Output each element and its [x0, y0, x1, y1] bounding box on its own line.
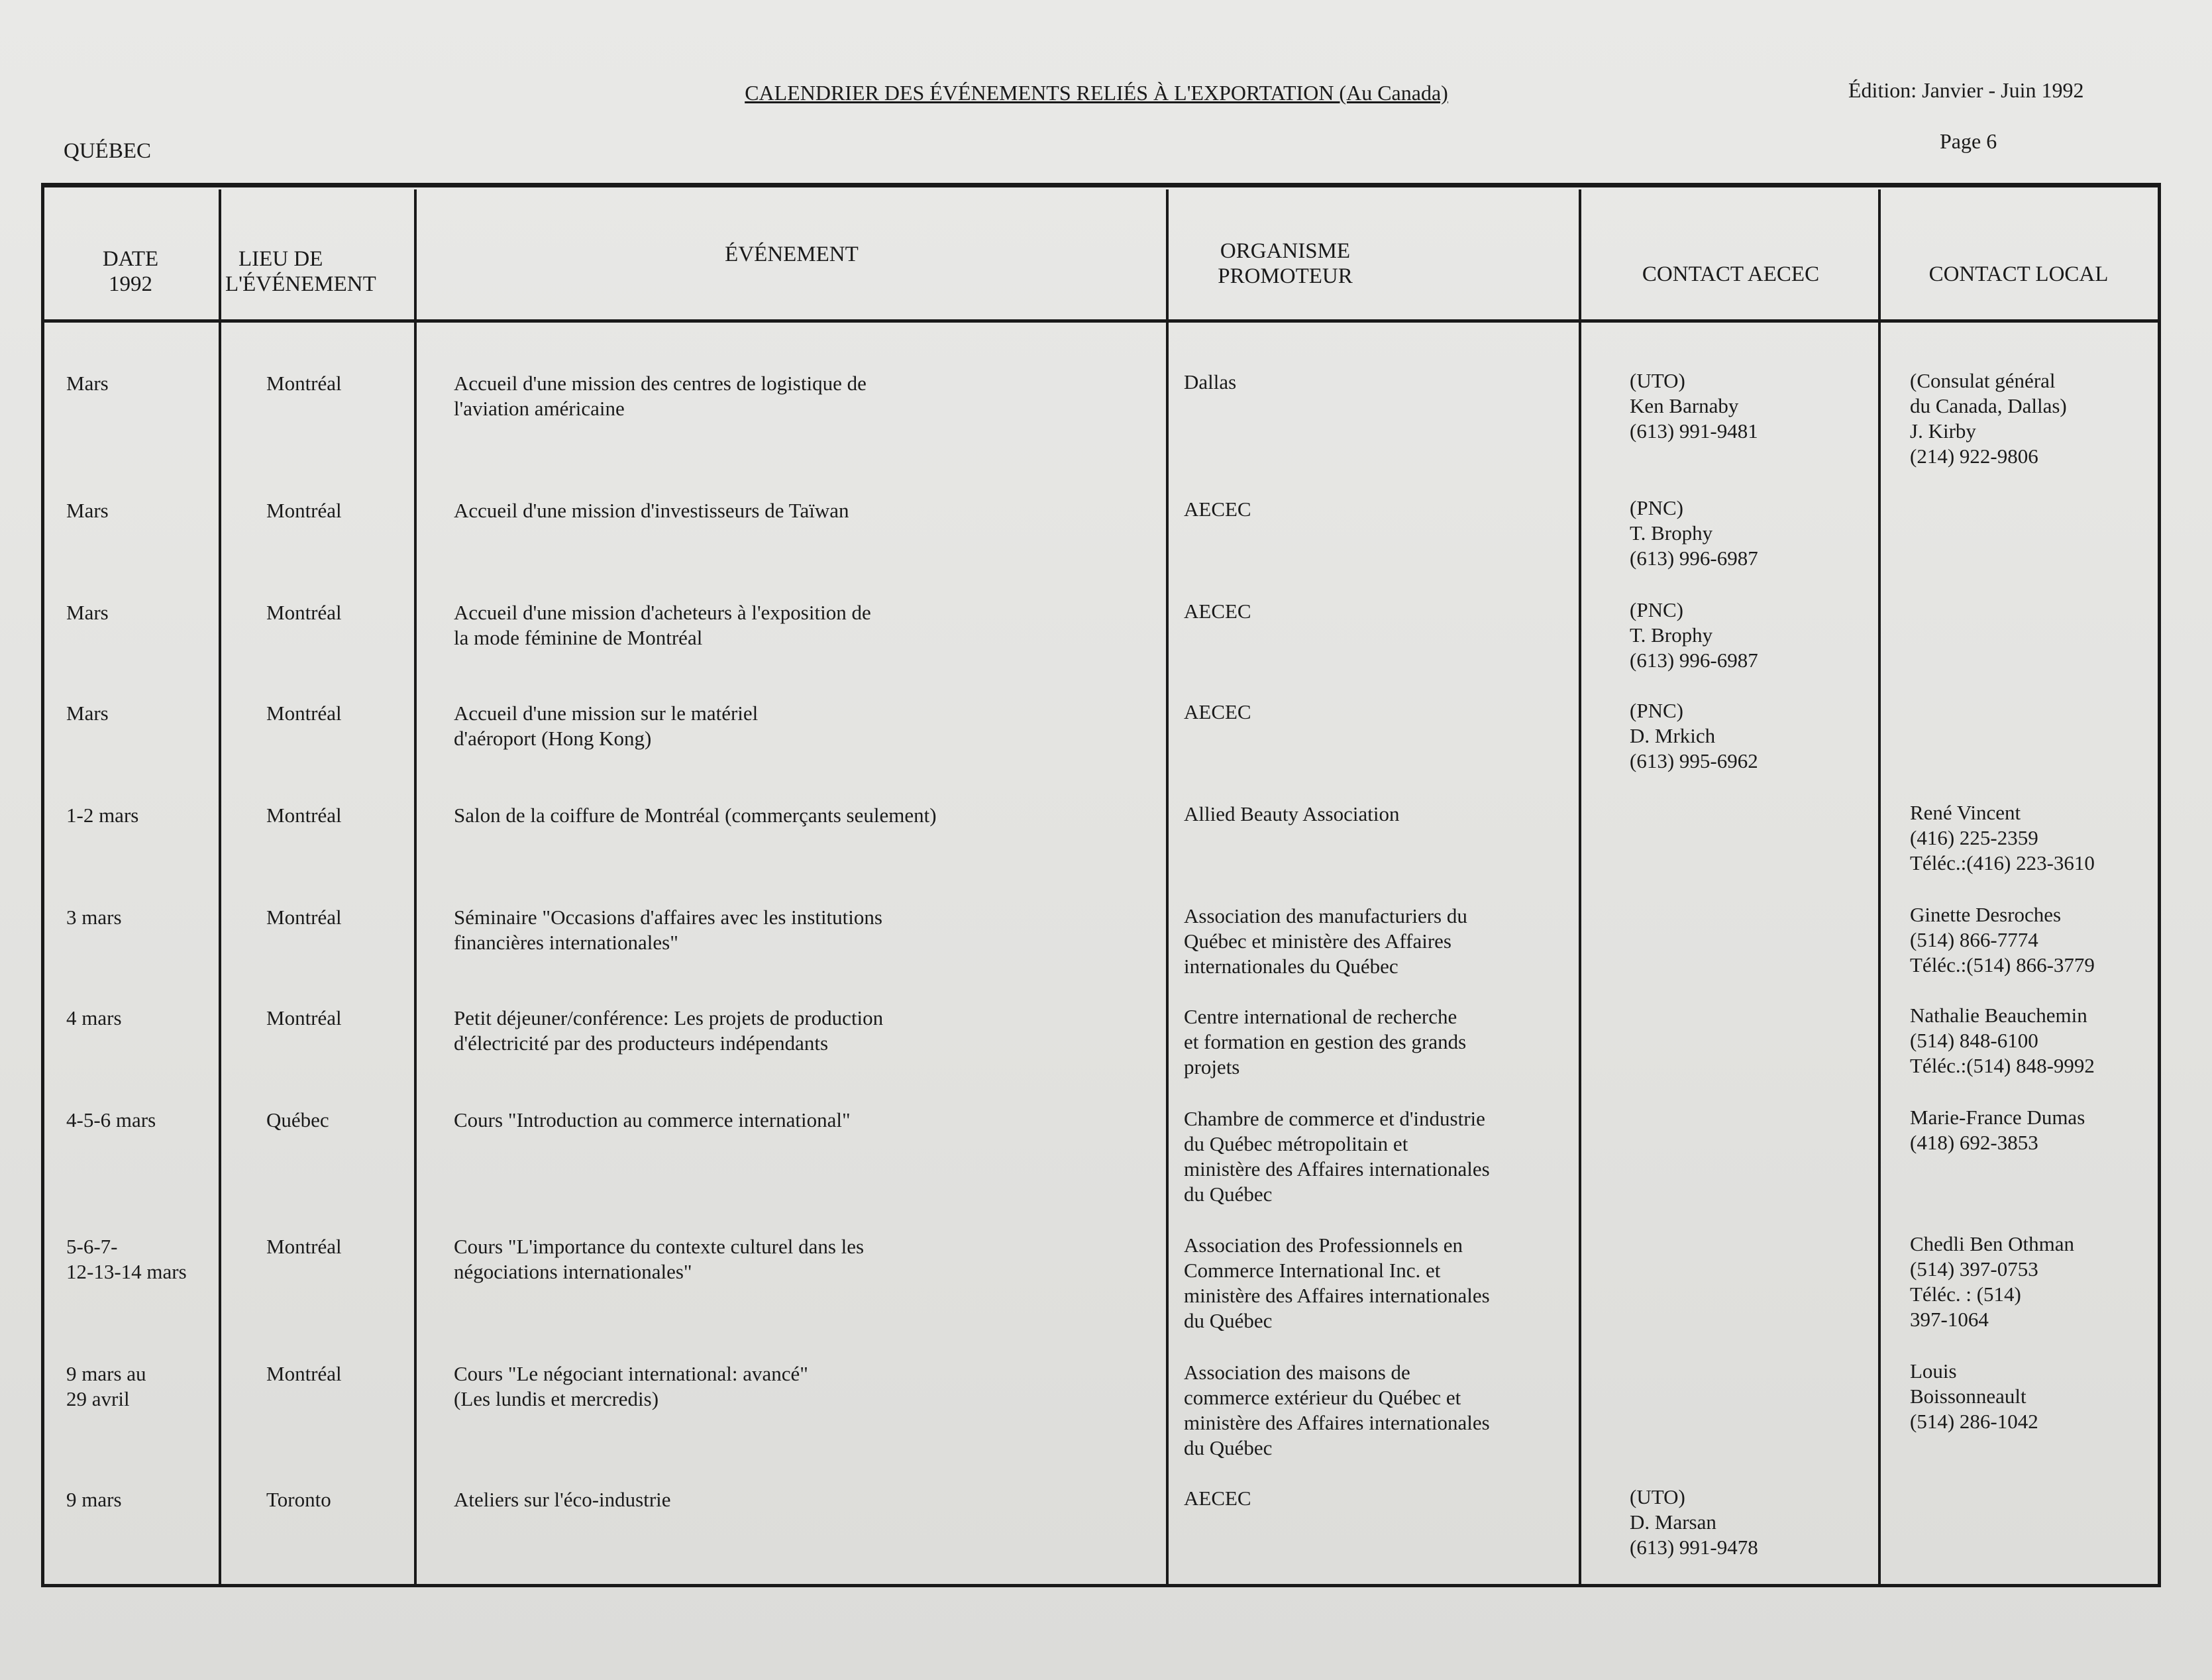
page-number: Page 6 [1940, 129, 1997, 153]
cell-line: Boissonneault [1910, 1385, 2027, 1408]
cell-date [66, 803, 215, 828]
cell-line: (416) 225-2359 [1910, 826, 2038, 849]
cell-line: 29 avril [66, 1387, 130, 1410]
col-header-line: ORGANISME [1220, 239, 1351, 263]
cell-line: René Vincent [1910, 801, 2021, 824]
cell-line: (613) 991-9478 [1630, 1536, 1758, 1559]
cell-line: Montréal [266, 804, 342, 827]
cell-line: Salon de la coiffure de Montréal (commerçants seulement) [454, 804, 937, 827]
cell-contact-local [1910, 1003, 2155, 1078]
cell-line: commerce extérieur du Québec et [1184, 1386, 1461, 1409]
cell-contact-local [1910, 1232, 2155, 1332]
cell-contact-aecec [1630, 1485, 1875, 1560]
header-divider [44, 319, 2160, 323]
cell-line: (PNC) [1630, 496, 1683, 519]
col-header-line: LIEU DE [238, 247, 323, 271]
cell-line: et formation en gestion des grands [1184, 1030, 1467, 1053]
cell-line: du Québec métropolitain et [1184, 1132, 1408, 1155]
cell-line: (Les lundis et mercredis) [454, 1387, 659, 1410]
cell-line: Ken Barnaby [1630, 394, 1739, 417]
col-header-contact-aecec [1583, 262, 1878, 287]
cell-line: Québec et ministère des Affaires [1184, 929, 1451, 953]
cell-evenement [454, 371, 1163, 421]
cell-line: J. Kirby [1910, 419, 1976, 443]
cell-organisme [1184, 700, 1575, 725]
cell-line: Association des Professionnels en [1184, 1234, 1463, 1257]
cell-contact-local [1910, 368, 2155, 469]
cell-date [66, 1234, 215, 1285]
cell-date [66, 1006, 215, 1031]
cell-line: 9 mars [66, 1488, 122, 1511]
column-divider [1878, 189, 1881, 1584]
col-header-date [48, 246, 213, 297]
cell-line: du Canada, Dallas) [1910, 394, 2067, 417]
cell-line: Nathalie Beauchemin [1910, 1004, 2087, 1027]
cell-line: 1-2 mars [66, 804, 139, 827]
cell-lieu [266, 498, 412, 523]
cell-line: (514) 397-0753 [1910, 1257, 2038, 1281]
cell-contact-local [1910, 902, 2155, 978]
cell-line: (Consulat général [1910, 369, 2056, 392]
cell-line: Mars [66, 702, 109, 725]
cell-line: ministère des Affaires internationales [1184, 1411, 1490, 1434]
cell-line: Québec [266, 1108, 329, 1131]
col-header-line: CONTACT AECEC [1642, 262, 1820, 286]
cell-line: internationales du Québec [1184, 955, 1398, 978]
column-divider [219, 189, 221, 1584]
column-divider [1579, 189, 1581, 1584]
cell-line: (PNC) [1630, 598, 1683, 621]
cell-line: Allied Beauty Association [1184, 802, 1400, 825]
cell-organisme [1184, 1360, 1575, 1461]
cell-evenement [454, 1006, 1163, 1056]
cell-line: d'électricité par des producteurs indépendants [454, 1031, 829, 1055]
cell-line: projets [1184, 1055, 1240, 1078]
cell-contact-aecec [1630, 368, 1875, 444]
column-divider [414, 189, 417, 1584]
cell-line: (613) 991-9481 [1630, 419, 1758, 443]
cell-line: Marie-France Dumas [1910, 1106, 2085, 1129]
cell-line: Accueil d'une mission d'acheteurs à l'exposition de [454, 601, 871, 624]
cell-line: Petit déjeuner/conférence: Les projets de production [454, 1006, 884, 1029]
cell-line: Téléc.:(416) 223-3610 [1910, 851, 2095, 874]
region-label: QUÉBEC [64, 139, 151, 163]
cell-line: ministère des Affaires internationales [1184, 1157, 1490, 1181]
cell-contact-local [1910, 1105, 2155, 1155]
cell-contact-local [1910, 800, 2155, 876]
cell-line: Accueil d'une mission d'investisseurs de Taïwan [454, 499, 849, 522]
cell-line: Cours "Le négociant international: avancé" [454, 1362, 808, 1385]
cell-contact-aecec [1630, 698, 1875, 774]
col-header-line: PROMOTEUR [1218, 264, 1353, 288]
cell-line: T. Brophy [1630, 521, 1713, 545]
cell-line: Cours "Introduction au commerce international" [454, 1108, 851, 1131]
cell-line: Accueil d'une mission sur le matériel [454, 702, 759, 725]
cell-organisme [1184, 802, 1575, 827]
cell-line: Ginette Desroches [1910, 903, 2062, 926]
cell-line: Montréal [266, 372, 342, 395]
cell-lieu [266, 600, 412, 625]
cell-line: Séminaire "Occasions d'affaires avec les institutions [454, 906, 882, 929]
cell-line: Chambre de commerce et d'industrie [1184, 1107, 1485, 1130]
cell-line: (613) 996-6987 [1630, 649, 1758, 672]
cell-evenement [454, 1234, 1163, 1285]
cell-lieu [266, 1006, 412, 1031]
cell-line: du Québec [1184, 1436, 1273, 1459]
cell-contact-aecec [1630, 496, 1875, 571]
col-header-line: ÉVÉNEMENT [725, 242, 859, 266]
cell-organisme [1184, 599, 1575, 624]
cell-evenement [454, 1361, 1163, 1412]
cell-line: AECEC [1184, 600, 1251, 623]
cell-line: ministère des Affaires internationales [1184, 1284, 1490, 1307]
cell-lieu [266, 1234, 412, 1259]
cell-line: Mars [66, 372, 109, 395]
cell-line: Téléc.:(514) 848-9992 [1910, 1054, 2095, 1077]
cell-organisme [1184, 1233, 1575, 1334]
cell-organisme [1184, 904, 1575, 979]
cell-evenement [454, 498, 1163, 523]
cell-line: 9 mars au [66, 1362, 146, 1385]
col-header-line: CONTACT LOCAL [1928, 262, 2109, 286]
cell-evenement [454, 905, 1163, 955]
cell-line: Téléc.:(514) 866-3779 [1910, 953, 2095, 976]
cell-line: l'aviation américaine [454, 397, 625, 420]
cell-line: Montréal [266, 906, 342, 929]
cell-line: Association des manufacturiers du [1184, 904, 1467, 927]
cell-lieu [266, 905, 412, 930]
cell-date [66, 371, 215, 396]
cell-contact-aecec [1630, 598, 1875, 673]
cell-line: (UTO) [1630, 1485, 1685, 1508]
cell-organisme [1184, 1004, 1575, 1080]
cell-line: Mars [66, 499, 109, 522]
cell-line: Mars [66, 601, 109, 624]
edition-label: Édition: Janvier - Juin 1992 [1848, 78, 2084, 102]
cell-line: Montréal [266, 702, 342, 725]
cell-line: AECEC [1184, 498, 1251, 521]
cell-line: Montréal [266, 601, 342, 624]
cell-line: (214) 922-9806 [1910, 445, 2038, 468]
cell-line: 12-13-14 mars [66, 1260, 187, 1283]
cell-line: financières internationales" [454, 931, 678, 954]
cell-date [66, 498, 215, 523]
cell-line: Montréal [266, 499, 342, 522]
cell-organisme [1184, 497, 1575, 522]
cell-organisme [1184, 370, 1575, 395]
cell-line: AECEC [1184, 1487, 1251, 1510]
cell-line: Ateliers sur l'éco-industrie [454, 1488, 671, 1511]
cell-line: Louis [1910, 1359, 1957, 1383]
cell-evenement [454, 600, 1163, 651]
cell-line: (418) 692-3853 [1910, 1131, 2038, 1154]
cell-evenement [454, 1108, 1163, 1133]
cell-contact-local [1910, 1359, 2155, 1434]
cell-lieu [266, 1487, 412, 1512]
cell-line: Cours "L'importance du contexte culturel dans les [454, 1235, 865, 1258]
cell-lieu [266, 371, 412, 396]
cell-line: du Québec [1184, 1309, 1273, 1332]
cell-evenement [454, 1487, 1163, 1512]
col-header-lieu [225, 246, 417, 297]
col-header-evenement [424, 242, 1159, 267]
col-header-line: L'ÉVÉNEMENT [225, 272, 376, 296]
col-header-contact-local [1883, 262, 2154, 287]
cell-line: T. Brophy [1630, 623, 1713, 647]
col-header-line: DATE [102, 247, 159, 271]
cell-lieu [266, 701, 412, 726]
cell-line: (514) 866-7774 [1910, 928, 2038, 951]
cell-line: Montréal [266, 1006, 342, 1029]
cell-line: Accueil d'une mission des centres de logistique de [454, 372, 867, 395]
col-header-organisme [1173, 238, 1398, 289]
cell-line: (613) 996-6987 [1630, 547, 1758, 570]
cell-lieu [266, 1361, 412, 1387]
cell-line: (514) 848-6100 [1910, 1029, 2038, 1052]
cell-date [66, 1108, 215, 1133]
column-divider [1166, 189, 1169, 1584]
cell-date [66, 701, 215, 726]
cell-line: Dallas [1184, 370, 1237, 394]
cell-date [66, 600, 215, 625]
cell-line: Centre international de recherche [1184, 1005, 1457, 1028]
cell-line: (514) 286-1042 [1910, 1410, 2038, 1433]
cell-line: Chedli Ben Othman [1910, 1232, 2074, 1255]
cell-date [66, 1361, 215, 1412]
cell-organisme [1184, 1486, 1575, 1511]
cell-line: (613) 995-6962 [1630, 749, 1758, 772]
cell-evenement [454, 803, 1163, 828]
cell-line: Commerce International Inc. et [1184, 1259, 1441, 1282]
cell-line: AECEC [1184, 700, 1251, 723]
cell-lieu [266, 1108, 412, 1133]
document-title: CALENDRIER DES ÉVÉNEMENTS RELIÉS À L'EXPORTATION (Au Canada) [745, 81, 1448, 105]
col-header-line: 1992 [109, 272, 152, 296]
cell-line: d'aéroport (Hong Kong) [454, 727, 652, 750]
cell-line: 5-6-7- [66, 1235, 118, 1258]
cell-line: la mode féminine de Montréal [454, 626, 703, 649]
cell-evenement [454, 701, 1163, 751]
cell-line: Montréal [266, 1235, 342, 1258]
cell-line: négociations internationales" [454, 1260, 692, 1283]
cell-line: Toronto [266, 1488, 331, 1511]
cell-organisme [1184, 1106, 1575, 1207]
cell-line: D. Marsan [1630, 1510, 1716, 1534]
cell-line: du Québec [1184, 1182, 1273, 1206]
cell-line: D. Mrkich [1630, 724, 1716, 747]
cell-line: 4 mars [66, 1006, 122, 1029]
cell-line: Association des maisons de [1184, 1361, 1410, 1384]
cell-line: (PNC) [1630, 699, 1683, 722]
cell-date [66, 1487, 215, 1512]
cell-line: Montréal [266, 1362, 342, 1385]
cell-line: 3 mars [66, 906, 122, 929]
cell-line: 397-1064 [1910, 1308, 1989, 1331]
cell-line: 4-5-6 mars [66, 1108, 156, 1131]
cell-date [66, 905, 215, 930]
cell-line: (UTO) [1630, 369, 1685, 392]
cell-line: Téléc. : (514) [1910, 1283, 2021, 1306]
cell-lieu [266, 803, 412, 828]
